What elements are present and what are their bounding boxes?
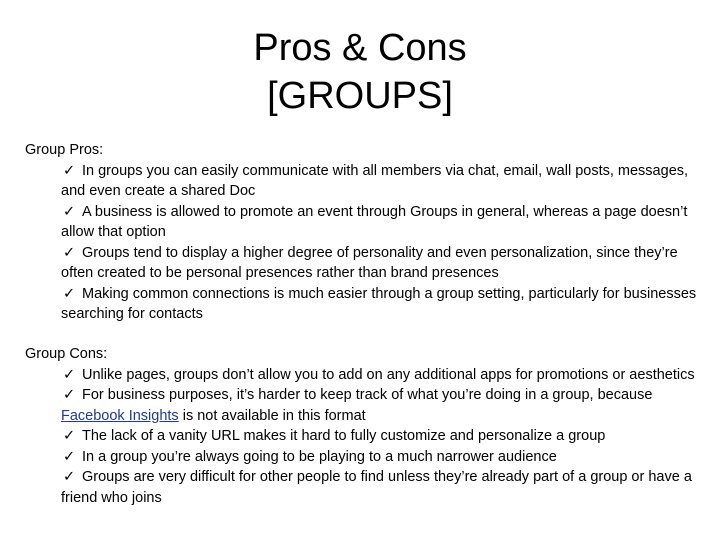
- title-line-1: Pros & Cons: [253, 27, 467, 69]
- pros-list: [25, 161, 705, 325]
- slide-title: [0, 24, 720, 120]
- cons-item-text: Unlike pages, groups don’t allow you to add on any additional apps for promotions or aesthetics: [82, 366, 695, 383]
- pros-item: [61, 243, 705, 284]
- cons-item-text: In a group you’re always going to be playing to a much narrower audience: [82, 448, 557, 465]
- cons-item: [61, 365, 705, 386]
- cons-list: [25, 365, 705, 509]
- cons-item: [61, 426, 705, 447]
- checkmark-icon: ✓: [63, 285, 76, 302]
- pros-item-text: Groups tend to display a higher degree of personality and even personalization, since they’re often created to be personal presences rather than brand presences: [61, 244, 678, 281]
- checkmark-icon: ✓: [63, 387, 76, 403]
- cons-section: [25, 344, 705, 508]
- pros-item-text: A business is allowed to promote an event through Groups in general, whereas a page doesn’t allow that option: [61, 203, 688, 240]
- cons-heading: Group Cons:: [25, 346, 108, 362]
- pros-item-text: Making common connections is much easier through a group setting, particularly for businesses searching for contacts: [61, 285, 697, 322]
- checkmark-icon: ✓: [63, 469, 76, 485]
- checkmark-icon: ✓: [63, 203, 76, 220]
- cons-item: [61, 467, 705, 508]
- checkmark-icon: ✓: [63, 162, 76, 179]
- pros-item-text: In groups you can easily communicate with all members via chat, email, wall posts, messages, and even create a shared Doc: [61, 162, 689, 199]
- checkmark-icon: ✓: [63, 448, 76, 465]
- pros-section: [25, 140, 705, 325]
- cons-item: [61, 385, 705, 426]
- cons-item-text-after: is not available in this format: [178, 407, 366, 424]
- cons-item-text: The lack of a vanity URL makes it hard to fully customize and personalize a group: [82, 428, 606, 444]
- pros-item: [61, 284, 705, 325]
- facebook-insights-link[interactable]: Facebook Insights: [61, 407, 179, 424]
- cons-item-text-before: For business purposes, it’s harder to keep track of what you’re doing in a group, because: [82, 387, 653, 403]
- checkmark-icon: ✓: [63, 366, 76, 383]
- cons-item: [61, 447, 705, 468]
- checkmark-icon: ✓: [63, 244, 76, 261]
- pros-item: [61, 161, 705, 202]
- pros-heading: Group Pros:: [25, 142, 104, 158]
- cons-item-text: Groups are very difficult for other people to find unless they’re already part of a group or have a friend who joins: [61, 469, 692, 506]
- pros-item: [61, 202, 705, 243]
- title-line-2: [GROUPS]: [267, 75, 453, 117]
- checkmark-icon: ✓: [63, 428, 76, 444]
